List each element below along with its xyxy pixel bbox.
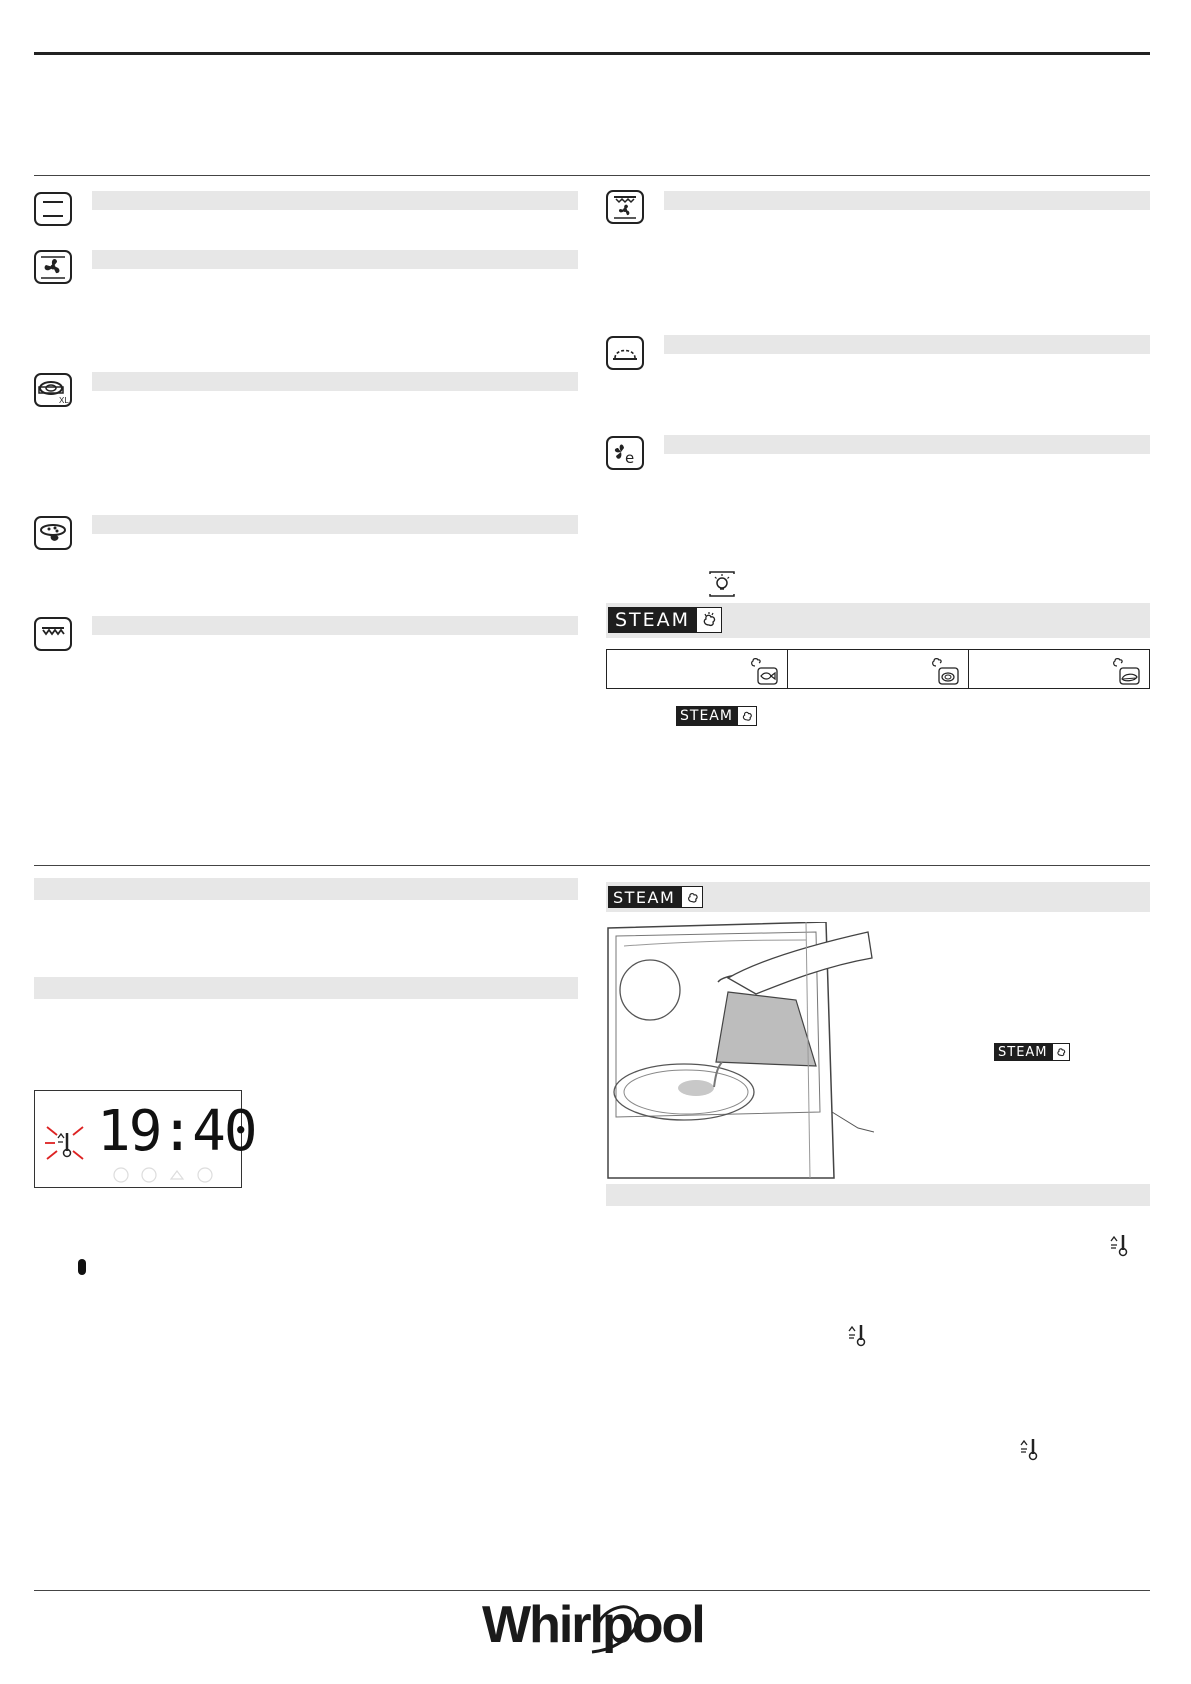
svg-text:XL: XL [59,396,69,404]
section-header-bar [664,435,1150,454]
section-header-bar [664,335,1150,354]
steam-label: STEAM [998,1044,1048,1060]
svg-text:e: e [625,449,635,466]
turbo-grill-icon [606,336,644,370]
steam-icon [1052,1043,1070,1061]
maxi-cooking-xl-icon [34,373,72,407]
display-panel [34,1090,256,1188]
steam-badge [608,607,722,633]
steam-icon [681,886,703,908]
display-time: 19:40 [97,1099,256,1164]
rapid-preheat-icon [1018,1436,1042,1462]
section-header-bar [92,616,578,635]
steam-meat-icon [1111,656,1141,686]
pizza-mode-icon [34,516,72,550]
rapid-preheat-icon [846,1322,870,1348]
steam-label: STEAM [680,708,733,724]
steam-poultry-icon [930,656,960,686]
section-header-bar [92,250,578,269]
steam-label: STEAM [613,887,676,907]
steam-fish-icon [749,656,779,686]
steam-icon [696,607,722,633]
steam-label: STEAM [615,609,691,631]
indicator-dot [78,1259,86,1275]
rapid-preheat-flashing-icon [43,1121,87,1165]
logo-text: Whirlpool [482,1596,704,1654]
eco-forced-air-icon [606,436,644,470]
steam-poultry-cell [787,649,969,689]
steam-icon [737,706,757,726]
convection-bake-icon [34,250,72,284]
display-faint-icons [91,1165,231,1185]
section-header-bar [34,878,578,900]
section-header-bar [606,1184,1150,1206]
section-header-bar [92,372,578,391]
steam-badge [608,886,703,908]
section-divider-middle [34,865,1150,866]
steam-fish-cell [606,649,788,689]
forced-air-icon [606,190,644,224]
section-header-bar [92,515,578,534]
rapid-preheat-icon [1108,1232,1132,1258]
section-header-bar [92,191,578,210]
section-header-bar [34,977,578,999]
oven-lamp-icon [708,570,736,603]
section-header-bar [664,191,1150,210]
steam-badge-inline [676,706,757,726]
conventional-icon [34,192,72,226]
grill-icon [34,617,72,651]
top-rule [34,52,1150,55]
whirlpool-logo [480,1590,712,1660]
steam-meat-cell [968,649,1150,689]
steam-badge-inline [994,1043,1070,1061]
section-divider-top [34,175,1150,176]
oven-water-pouring-illustration [606,922,874,1180]
